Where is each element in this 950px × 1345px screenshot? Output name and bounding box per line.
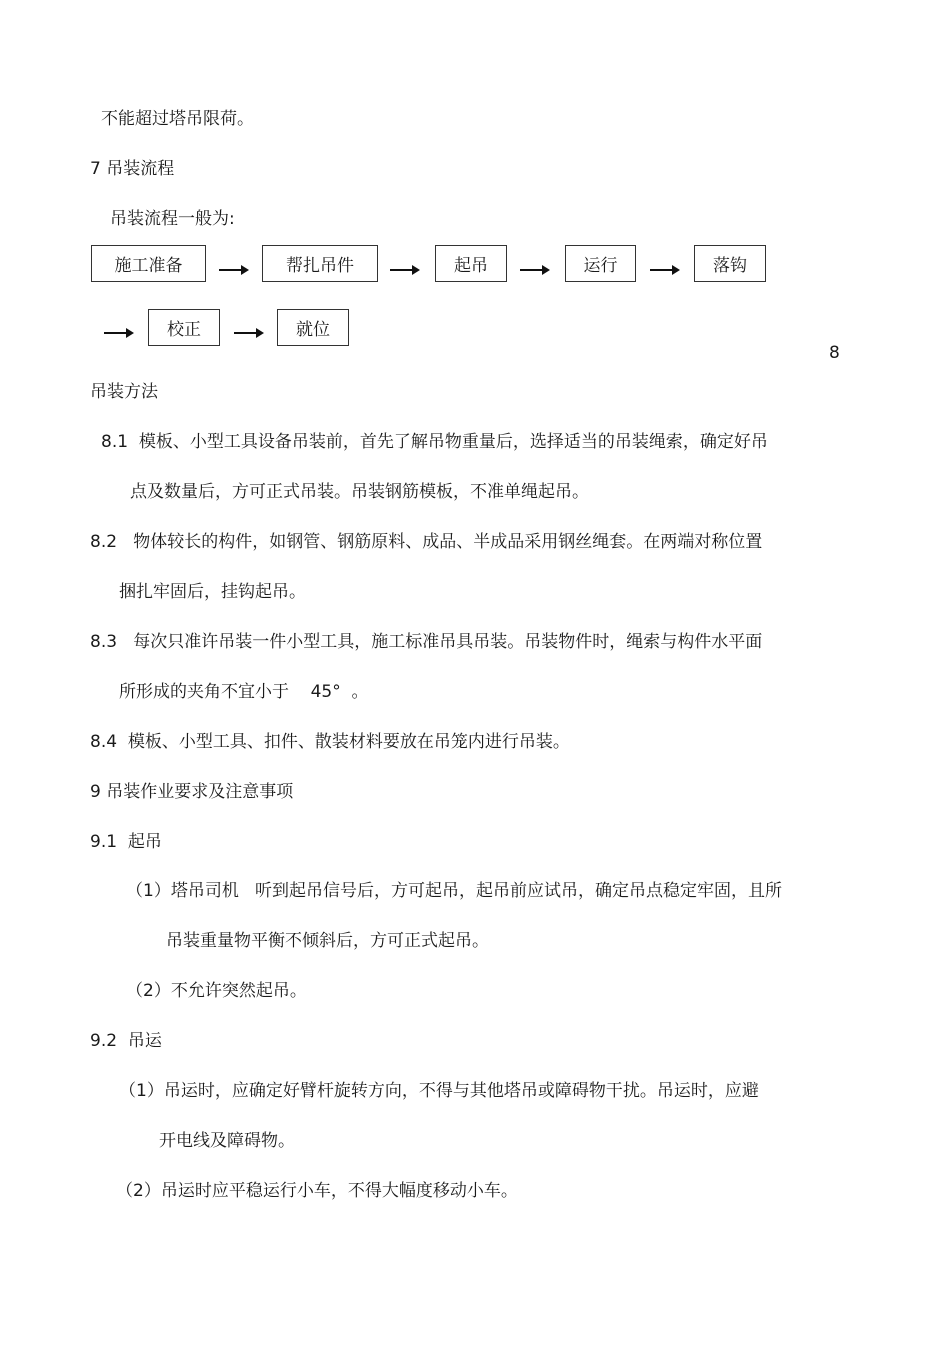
flow-step-run: 运行 [565,245,636,282]
subsection-9-2: 9.2 吊运 [90,1031,162,1051]
flow-step-correct: 校正 [148,309,220,346]
flow-step-lower: 落钩 [694,245,766,282]
section-heading-7: 7 吊装流程 [90,159,175,179]
flow-arrow [234,328,264,338]
item-9-2-1-line-1: （1）吊运时，应确定好臂杆旋转方向，不得与其他塔吊或障碍物干扰。吊运时，应避 [119,1081,759,1101]
item-9-2-1-line-2: 开电线及障碍物。 [159,1131,295,1151]
flow-arrow [650,265,680,275]
flow-arrow [219,265,249,275]
flow-step-place: 就位 [277,309,349,346]
section-heading-8: 吊装方法 [90,382,158,402]
paragraph-8-1-line-2: 点及数量后，方可正式吊装。吊装钢筋模板，不准单绳起吊。 [130,482,589,502]
paragraph-8-2-line-2: 捆扎牢固后，挂钩起吊。 [119,582,306,602]
paragraph-8-3-line-2: 所形成的夹角不宜小于 45° 。 [119,682,369,702]
flow-arrow [390,265,420,275]
paragraph-8-2-line-1: 8.2 物体较长的构件，如钢管、钢筋原料、成品、半成品采用钢丝绳套。在两端对称位置 [90,532,763,552]
flow-intro: 吊装流程一般为: [110,209,235,229]
flow-step-bind: 帮扎吊件 [262,245,378,282]
page-number: 8 [829,343,840,363]
flow-arrow [104,328,134,338]
paragraph-8-1-line-1: 8.1 模板、小型工具设备吊装前，首先了解吊物重量后，选择适当的吊装绳索，确定好吊 [101,432,768,452]
item-9-2-2: （2）吊运时应平稳运行小车，不得大幅度移动小车。 [116,1181,518,1201]
paragraph-8-3-line-1: 8.3 每次只准许吊装一件小型工具，施工标准吊具吊装。吊装物件时，绳索与构件水平面 [90,632,763,652]
flow-step-prepare: 施工准备 [91,245,206,282]
paragraph-8-4: 8.4 模板、小型工具、扣件、散装材料要放在吊笼内进行吊装。 [90,732,570,752]
item-9-1-1-line-2: 吊装重量物平衡不倾斜后，方可正式起吊。 [166,931,489,951]
flow-arrow [520,265,550,275]
section-heading-9: 9 吊装作业要求及注意事项 [90,782,294,802]
subsection-9-1: 9.1 起吊 [90,832,162,852]
flow-step-lift: 起吊 [435,245,507,282]
item-9-1-2: （2）不允许突然起吊。 [126,981,307,1001]
text-line: 不能超过塔吊限荷。 [101,109,254,129]
item-9-1-1-line-1: （1）塔吊司机 听到起吊信号后，方可起吊，起吊前应试吊，确定吊点稳定牢固，且所 [126,881,783,901]
